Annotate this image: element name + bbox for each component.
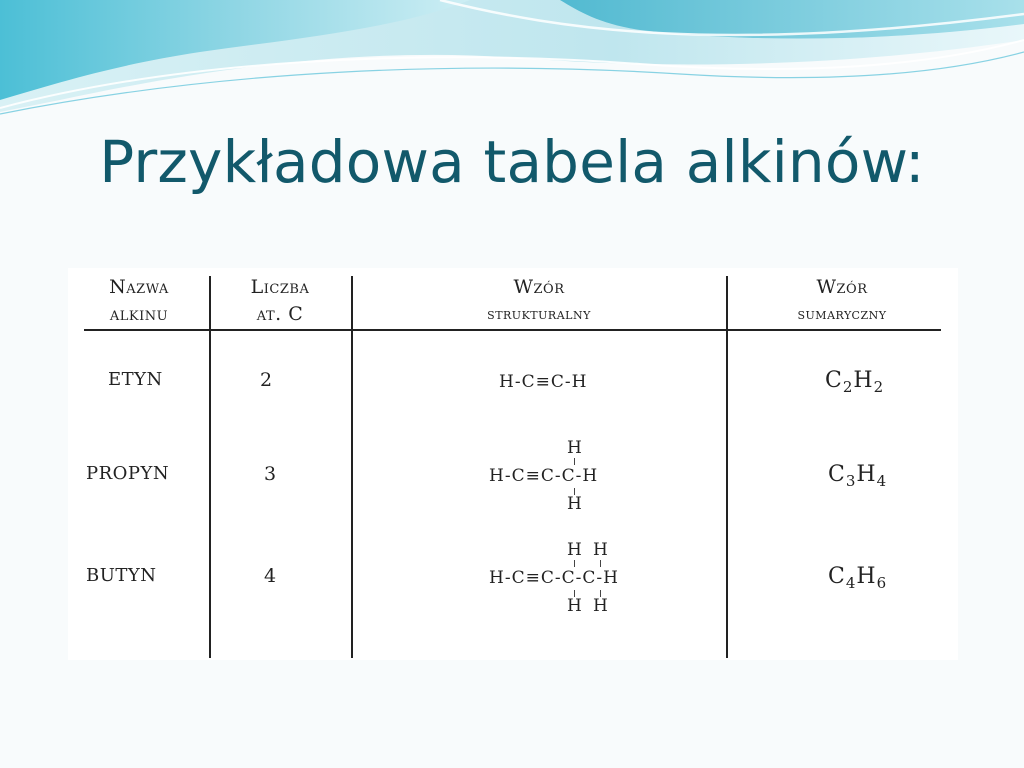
alkyne-table	[68, 268, 958, 660]
sum-hydrogen: H	[853, 368, 874, 393]
structural-formula: H-C≡C-C-C-H	[489, 568, 619, 588]
hydrogen-atom-bottom: H	[567, 596, 582, 616]
bond-line	[574, 458, 575, 465]
summary-formula	[828, 462, 888, 490]
sum-hydrogen-count: 2	[873, 378, 885, 396]
row-name: PROPYN	[86, 463, 170, 484]
sum-carbon: C	[825, 368, 843, 393]
structural-formula: H-C≡C-H	[499, 372, 588, 392]
hydrogen-atom-top: H	[593, 540, 608, 560]
header-structural-line1: Wzór	[513, 276, 565, 298]
header-structural	[358, 274, 720, 328]
column-divider	[726, 276, 728, 658]
header-divider	[84, 329, 941, 331]
header-name	[76, 274, 202, 328]
row-carbon-count: 2	[260, 369, 273, 391]
header-count	[216, 274, 344, 328]
header-wave-decoration	[0, 0, 1024, 120]
sum-hydrogen-count: 6	[876, 574, 888, 592]
header-summary-line1: Wzór	[816, 276, 868, 298]
sum-carbon: C	[828, 564, 846, 589]
slide-title: Przykładowa tabela alkinów:	[99, 128, 925, 196]
bond-line	[574, 560, 575, 567]
row-carbon-count: 3	[264, 463, 277, 485]
header-summary	[733, 274, 951, 328]
row-name: ETYN	[108, 369, 163, 390]
header-name-line2: alkinu	[109, 303, 169, 325]
hydrogen-atom-bottom: H	[593, 596, 608, 616]
sum-hydrogen: H	[856, 564, 877, 589]
sum-carbon-count: 2	[842, 378, 854, 396]
sum-carbon: C	[828, 462, 846, 487]
header-structural-line2: strukturalny	[487, 305, 591, 323]
summary-formula	[825, 368, 885, 396]
hydrogen-atom-bottom: H	[567, 494, 582, 514]
bond-line	[600, 560, 601, 567]
hydrogen-atom-top: H	[567, 438, 582, 458]
header-name-line1: Nazwa	[109, 276, 169, 298]
sum-carbon-count: 4	[845, 574, 857, 592]
summary-formula	[828, 564, 888, 592]
hydrogen-atom-top: H	[567, 540, 582, 560]
row-carbon-count: 4	[264, 565, 277, 587]
column-divider	[209, 276, 211, 658]
row-name: BUTYN	[86, 565, 157, 586]
sum-hydrogen: H	[856, 462, 877, 487]
header-count-line2: at. C	[256, 303, 304, 325]
sum-hydrogen-count: 4	[876, 472, 888, 490]
sum-carbon-count: 3	[845, 472, 857, 490]
header-summary-line2: sumaryczny	[797, 305, 887, 323]
structural-formula: H-C≡C-C-H	[489, 466, 599, 486]
column-divider	[351, 276, 353, 658]
header-count-line1: Liczba	[250, 276, 310, 298]
